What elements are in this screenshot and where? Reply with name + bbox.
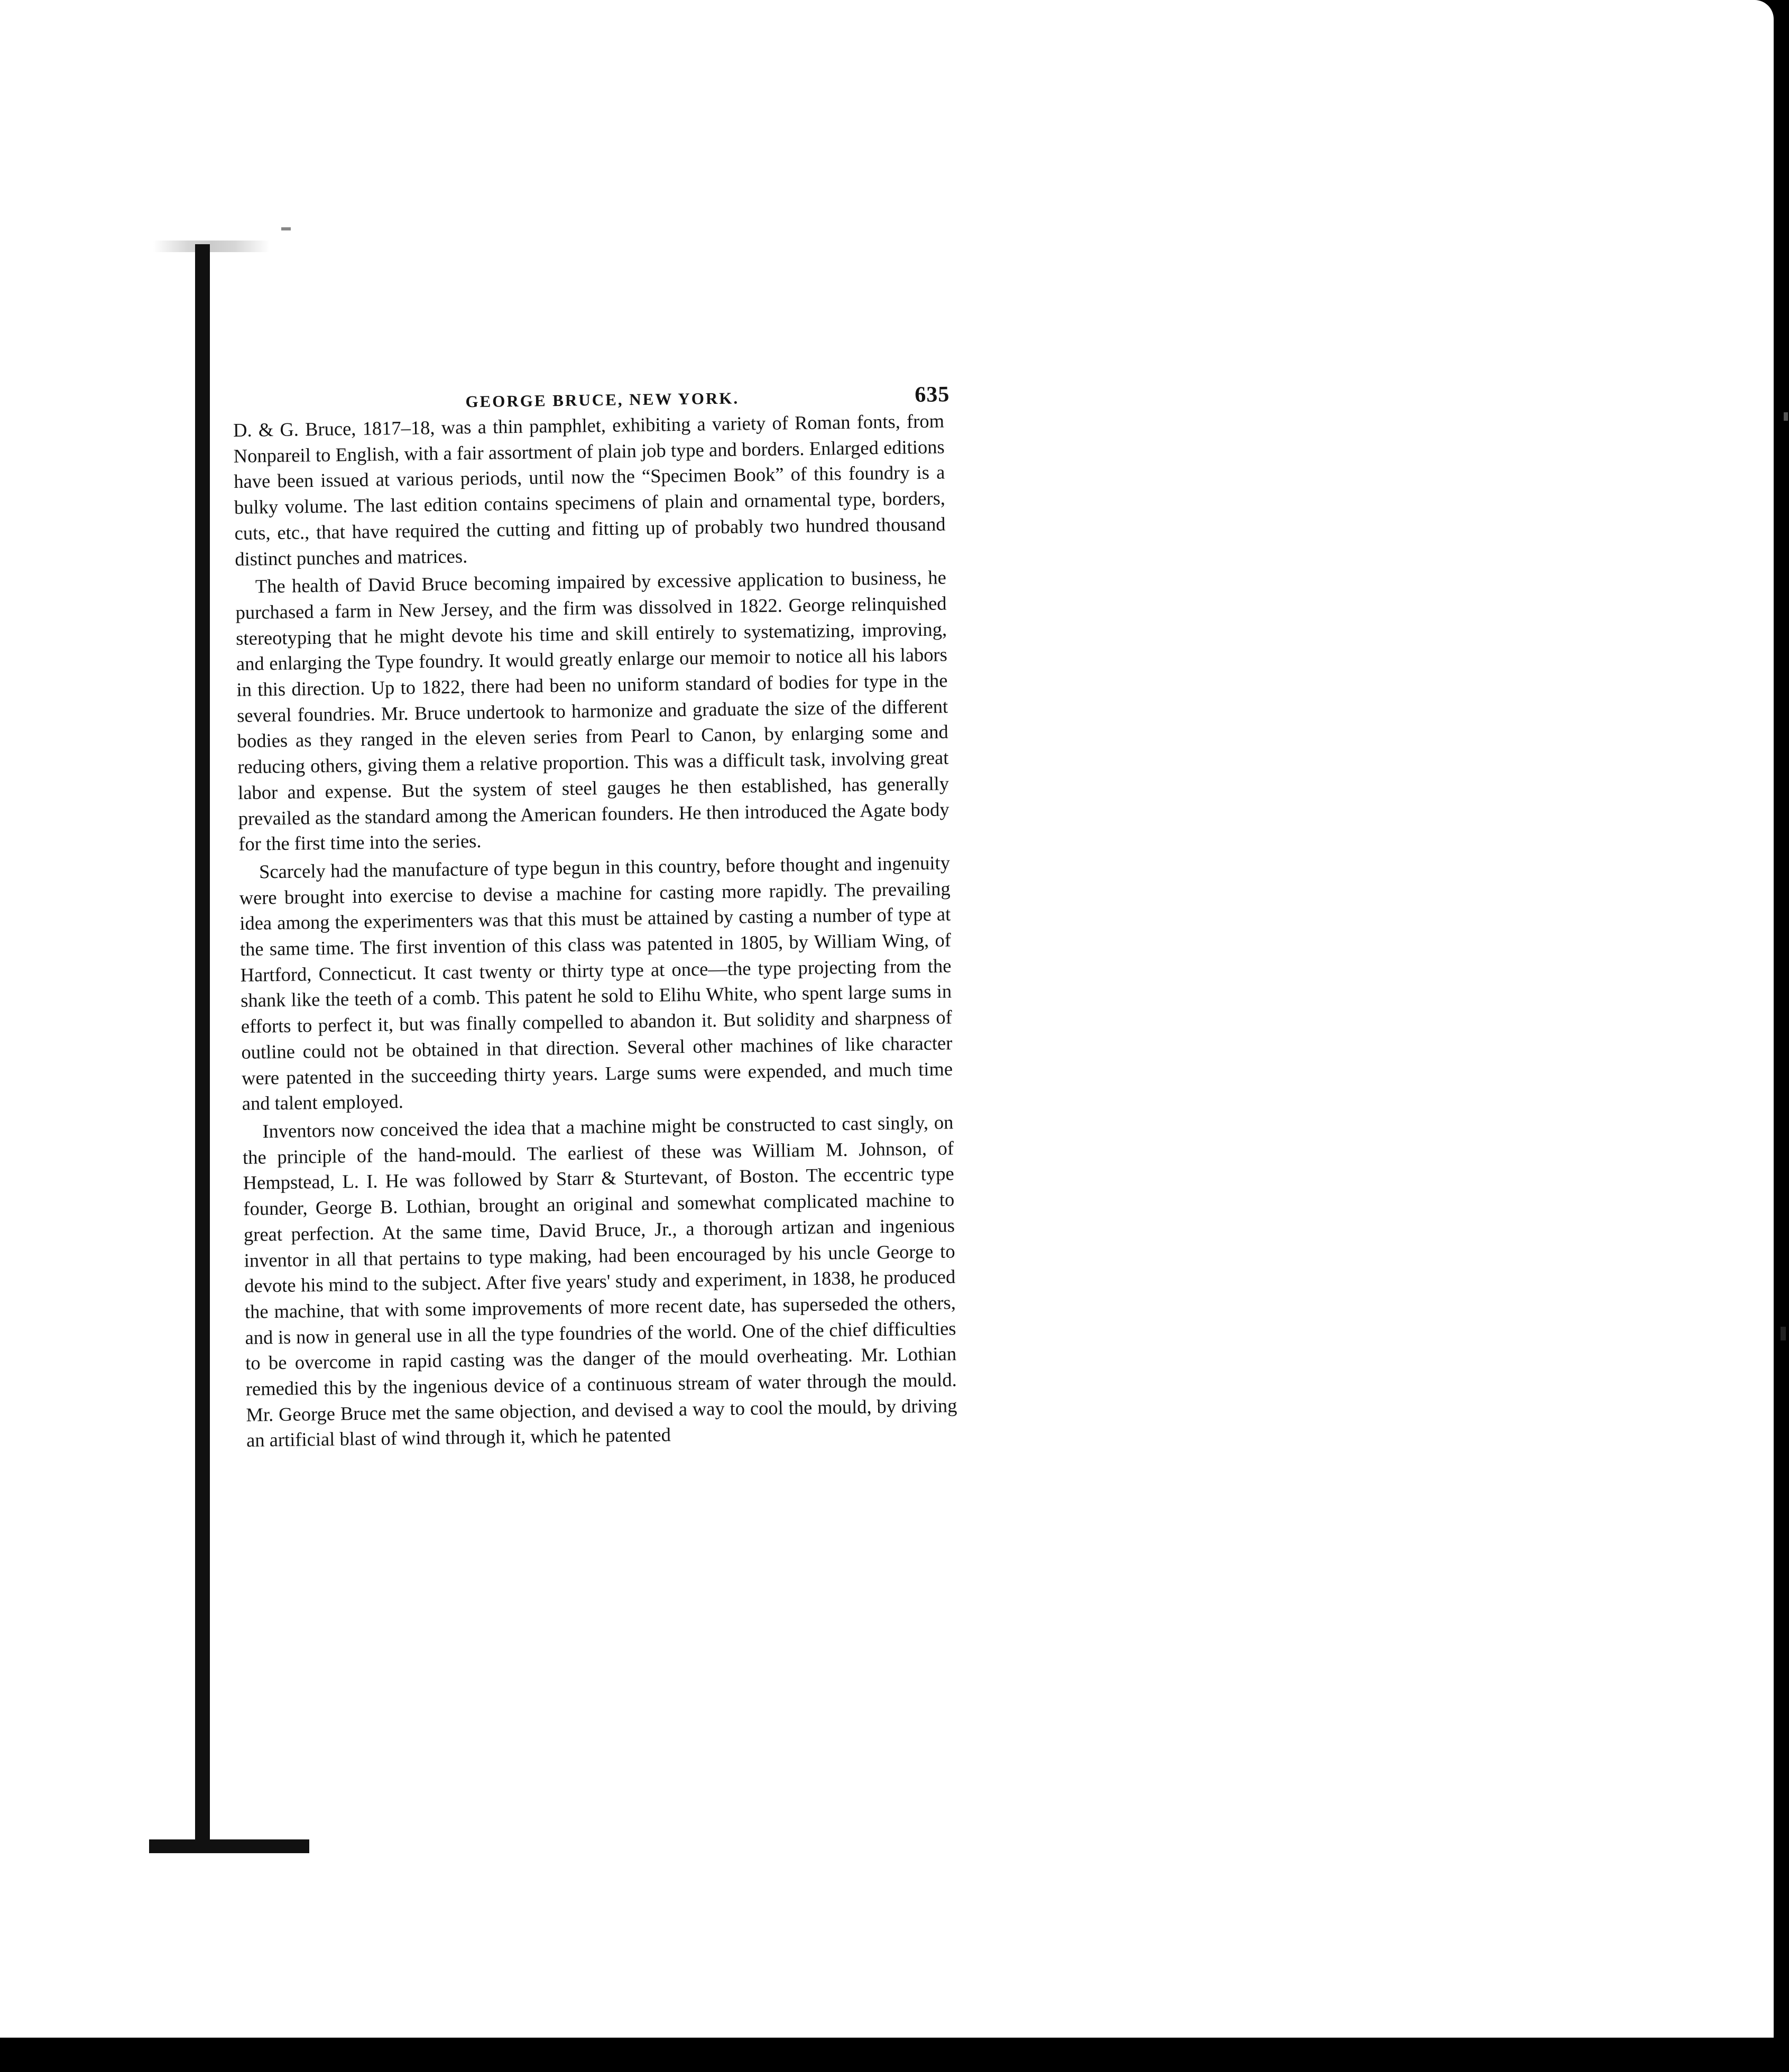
- scan-speck: [281, 227, 291, 230]
- page-number: 635: [915, 382, 950, 408]
- scan-edge: [1774, 0, 1789, 2038]
- paragraph: Inventors now conceived the idea that a machine might be constructed to cast singly, on the principle of the hand-mould. The earliest of these was William M. Johnson, of Hempstead, L. I. He was followed by Starr & Sturtevant, of Boston. The eccentric type founder, George B. Lothian, brought an original and somewhat complicated machine to great perfection. At the same time, David Bruce, Jr., a thorough artizan and ingenious inventor in all that pertains to type making, had been encouraged by his uncle George to devote his mind to the subject. After five years' study and experiment, in 1838, he produced the machine, that with some improvements of more recent date, has superseded the others, and is now in general use in all the type foundries of the world. One of the chief difficulties to be overcome in rapid casting was the danger of the mould overheating. Mr. Lothian remedied this by the ingenious device of a continuous stream of water through the mould. Mr. George Bruce met the same objection, and devised a way to cool the mould, by driving an artificial blast of wind through it, which he patented: [242, 1111, 957, 1451]
- running-head-title: GEORGE BRUCE, NEW YORK.: [465, 388, 740, 411]
- main-page: [233, 376, 976, 1456]
- gutter-vertical-rule: [195, 244, 210, 1844]
- gutter-smudge: [153, 240, 270, 252]
- paragraph: The health of David Bruce becoming impaired by excessive application to business, he purchased a farm in New Jersey, and the firm was dissolved in 1822. George relinquished stereotyping that he might devote his time and skill entirely to systematizing, improving, and enlarging the Type foundry. It would greatly enlarge our memoir to notice all his labors in this direction. Up to 1822, there had been no uniform standard of bodies for type in the several foundries. Mr. Bruce undertook to harmonize and graduate the size of the different bodies as they ranged in the eleven series from Pearl to Canon, by enlarging some and reducing others, giving them a relative proportion. This was a difficult task, involving great labor and expense. But the system of steel gauges he then established, has generally prevailed as the standard among the American founders. He then introduced the Agate body for the first time into the series.: [235, 566, 949, 855]
- paragraph: D. & G. Bruce, 1817–18, was a thin pamphlet, exhibiting a variety of Roman fonts, from Nonpareil to English, with a fair assortment of plain job type and borders. Enlarged editions have been issued at various periods, until now the “Specimen Book” of this foundry is a bulky volume. The last edition contains specimens of plain and ornamental type, borders, cuts, etc., that have required the cutting and fitting up of probably two hundred thousand distinct punches and matrices.: [233, 410, 946, 570]
- gutter-foot-rule: [149, 1839, 309, 1853]
- paragraph: Scarcely had the manufacture of type begun in this country, before thought and ingenuity were brought into exercise to devise a machine for casting more rapidly. The prevailing idea among the experimenters was that this must be attained by casting a number of type at the same time. The first invention of this class was patented in 1805, by William Wing, of Hartford, Connecticut. It cast twenty or thirty type at once—the type projecting from the shank like the teeth of a comb. This patent he sold to Elihu White, who spent large sums in efforts to perfect it, but was finally compelled to abandon it. But solidity and sharpness of outline could not be obtained in that direction. Several other machines of like character were patented in the succeeding thirty years. Large sums were expended, and much time and talent employed.: [239, 852, 953, 1115]
- edge-speck: [1784, 412, 1788, 421]
- edge-mark: [1781, 1327, 1786, 1340]
